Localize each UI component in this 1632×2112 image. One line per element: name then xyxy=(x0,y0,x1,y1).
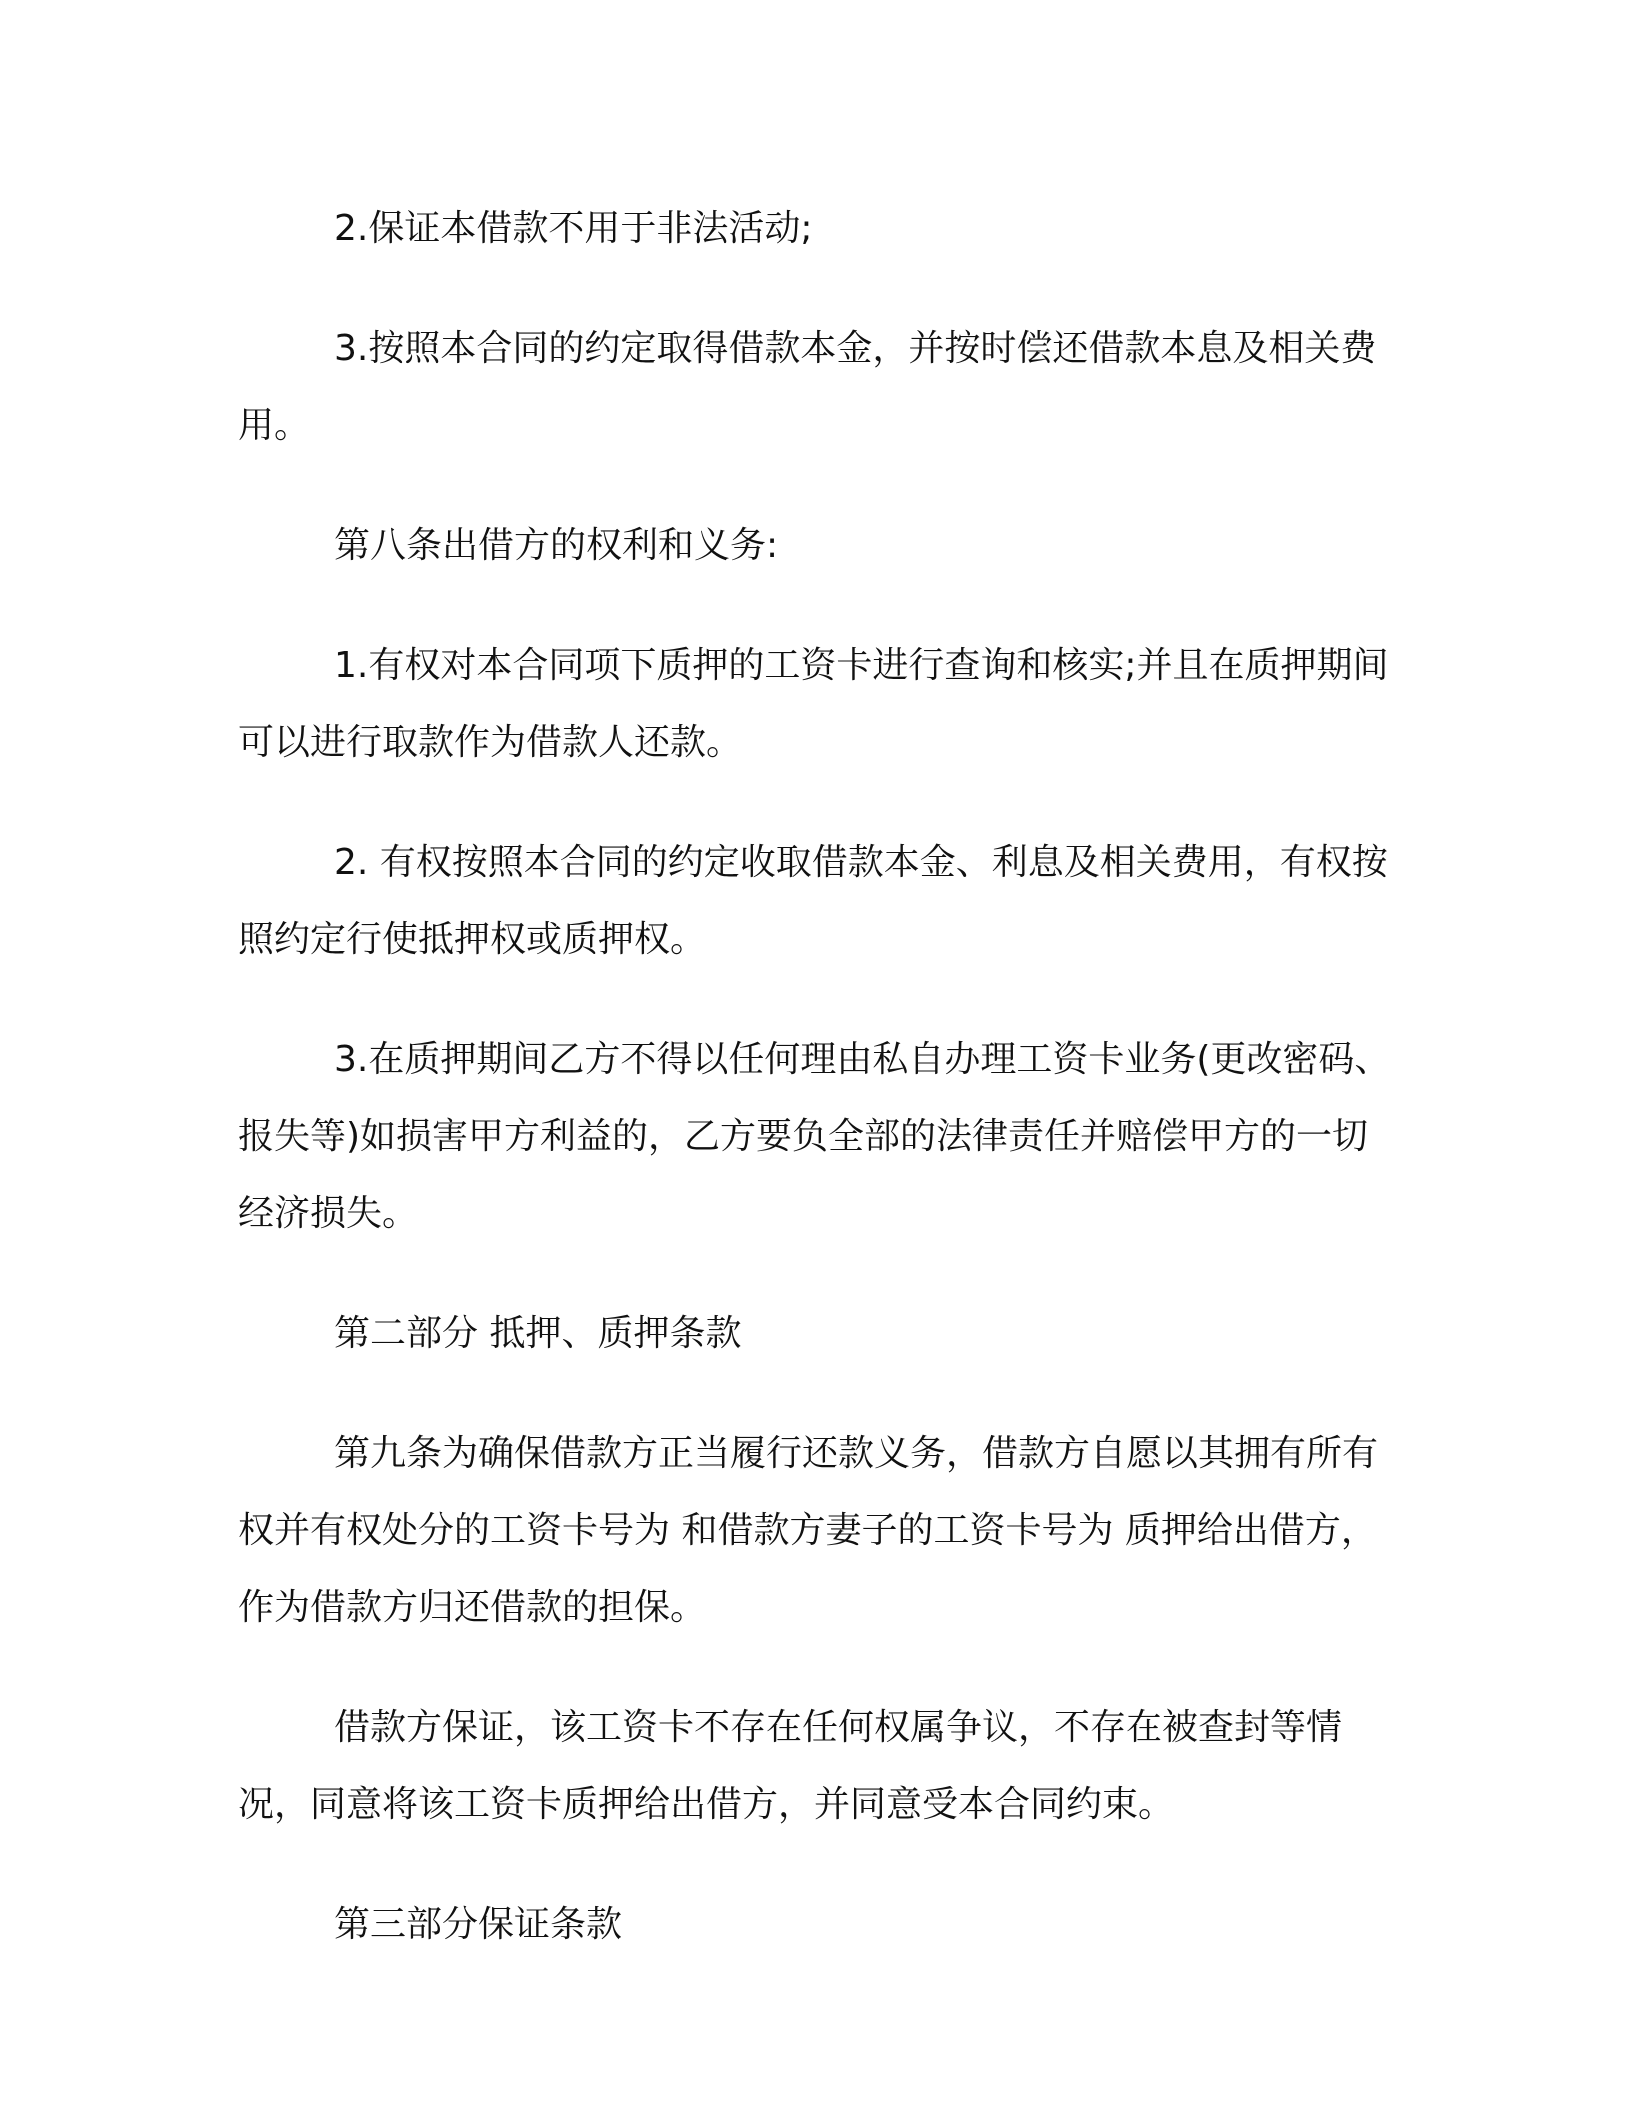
document-body xyxy=(238,190,1398,2006)
paragraph-guarantee-legal-use: 2.保证本借款不用于非法活动; xyxy=(334,208,813,249)
paragraph-card-restriction: 3.在质押期间乙方不得以任何理由私自办理工资卡业务(更改密码、报失等)如损害甲方利益的，乙方要负全部的法律责任并赔偿甲方的一切经济损失。 xyxy=(238,1039,1391,1234)
paragraph-collection-right: 2. 有权按照本合同的约定收取借款本金、利息及相关费用，有权按照约定行使抵押权或质押权。 xyxy=(238,842,1388,960)
article-9-paragraph: 第九条为确保借款方正当履行还款义务，借款方自愿以其拥有所有权并有权处分的工资卡号为 和借款方妻子的工资卡号为 质押给出借方，作为借款方归还借款的担保。 xyxy=(238,1433,1379,1628)
part-3-heading: 第三部分保证条款 xyxy=(334,1904,623,1945)
part-2-heading: 第二部分 抵押、质押条款 xyxy=(334,1313,742,1354)
paragraph-repayment-obligation: 3.按照本合同的约定取得借款本金，并按时偿还借款本息及相关费用。 xyxy=(238,328,1377,446)
article-8-heading: 第八条出借方的权利和义务: xyxy=(334,525,779,566)
paragraph-card-inspection-right: 1.有权对本合同项下质押的工资卡进行查询和核实;并且在质押期间可以进行取款作为借款人还款。 xyxy=(238,645,1389,763)
paragraph-borrower-warranty: 借款方保证，该工资卡不存在任何权属争议，不存在被查封等情况，同意将该工资卡质押给出借方，并同意受本合同约束。 xyxy=(238,1707,1343,1825)
